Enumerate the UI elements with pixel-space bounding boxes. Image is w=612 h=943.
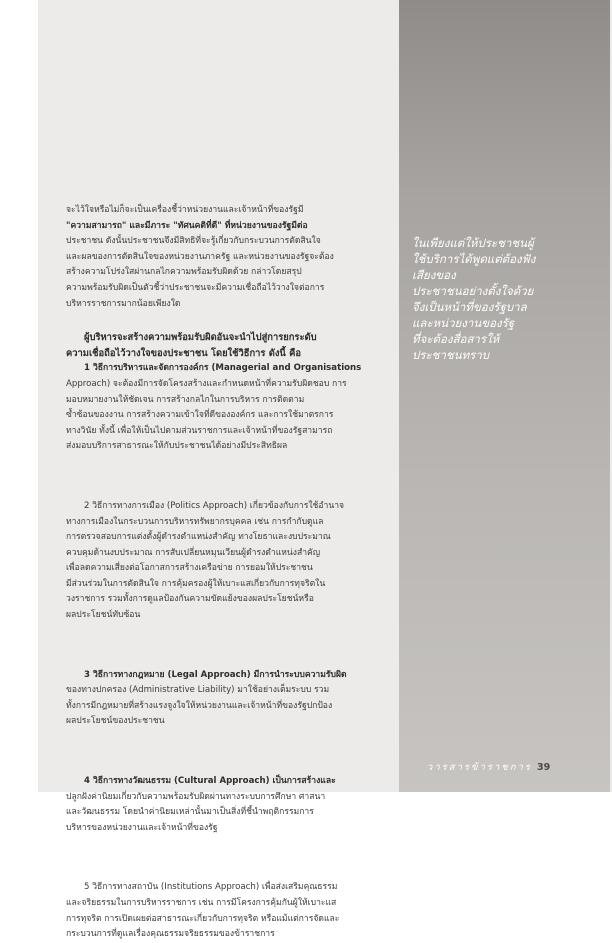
text-line: Approach) จะต้องมีการจัดโครงสร้างและกำหนดหน้าที่ความรับผิดชอบ การ bbox=[66, 378, 347, 389]
text-line: ทั้งการมีกฎหมายที่สร้างแรงจูงใจให้หน่วยงานและเจ้าหน้าที่ของรัฐปกป้อง bbox=[66, 700, 333, 711]
text-line: การทุจริต การเปิดเผยต่อสาธารณะเกี่ยวกับการทุจริต หรือแม้แต่การจัดและ bbox=[66, 913, 340, 924]
text-line: ปลูกฝังค่านิยมเกี่ยวกับความพร้อมรับผิดผ่านทางระบบการศึกษา ศาสนา bbox=[66, 791, 326, 802]
quote-line: ในเพียงแต่ให้ประชาชนผู้ bbox=[412, 236, 534, 250]
spacer bbox=[66, 730, 394, 774]
text-line: ทางวินัย ทั้งนี้ เพื่อให้เป็นไปตามส่วนราชการและเจ้าหน้าที่ของรัฐสามารถ bbox=[66, 425, 333, 436]
page bbox=[38, 0, 612, 940]
text-line: 1 วิธีการบริหารและจัดการองค์กร (Managerial and Organisations bbox=[84, 363, 362, 374]
text-line: สร้างความโปร่งใสผ่านกลไกความพร้อมรับผิดด้วย กล่าวโดยสรุป bbox=[66, 267, 302, 278]
journal-title: วารสารข้าราชการ bbox=[427, 762, 532, 773]
quote-line: จึงเป็นหน้าที่ของรัฐบาล bbox=[412, 300, 527, 314]
quote-line: และหน่วยงานของรัฐ bbox=[412, 316, 515, 330]
spacer bbox=[66, 836, 394, 880]
spacer bbox=[66, 455, 394, 499]
body-column bbox=[66, 203, 394, 943]
approach-item-4 bbox=[66, 774, 394, 836]
text-line: "ความสามารถ" และมีภาระ "ทัศนคติที่ดี" ที่หน่วยงานของรัฐมีต่อ bbox=[66, 220, 308, 231]
text-line: ควบคุมด้านงบประมาณ การสับเปลี่ยนหมุนเวียนผู้ดำรงตำแหน่งสำคัญ bbox=[66, 547, 321, 558]
text-line: บริหารราชการมากน้อยเพียงใด bbox=[66, 298, 181, 309]
text-line: ประชาชน ดังนั้นประชาชนจึงมีสิทธิที่จะรู้เกี่ยวกับกระบวนการตัดสินใจ bbox=[66, 236, 321, 247]
sidebar-panel bbox=[399, 0, 610, 792]
text-line: บริหารของหน่วยงานและเจ้าหน้าที่ของรัฐ bbox=[66, 822, 218, 833]
text-line: 3 วิธีการทางกฎหมาย (Legal Approach) มีการนำระบบความรับผิด bbox=[84, 669, 347, 680]
text-line: 4 วิธีการทางวัฒนธรรม (Cultural Approach) เป็นการสร้างและ bbox=[84, 776, 336, 787]
approach-item-3 bbox=[66, 668, 394, 730]
quote-line: เสียงของ bbox=[412, 268, 456, 282]
text-line: ผลประโยชน์ของประชาชน bbox=[66, 716, 165, 727]
page-footer bbox=[427, 760, 567, 775]
text-line: เพื่อลดความเสี่ยงต่อโอกาสการสร้างเครือข่าย การยอมให้ประชาชน bbox=[66, 563, 313, 574]
section-heading bbox=[66, 330, 394, 361]
approach-item-1 bbox=[66, 361, 394, 455]
text-line: ส่งมอบบริการสาธารณะให้กับประชาชนได้อย่างมีประสิทธิผล bbox=[66, 441, 288, 452]
quote-line: ประชาชนทราบ bbox=[412, 348, 490, 362]
text-line: มอบหมายงานให้ชัดเจน การสร้างกลไกในการบริหาร การติดตาม bbox=[66, 394, 305, 405]
heading-line: ผู้บริหารจะสร้างความพร้อมรับผิดอันจะนำไปสู่การยกระดับ bbox=[84, 332, 317, 344]
page-number: 39 bbox=[536, 762, 551, 773]
text-line: กระบวนการที่ดูแลเรื่องคุณธรรมจริยธรรมของข้าราชการ bbox=[66, 929, 275, 940]
text-line: จะไว้ใจหรือไม่ก็จะเป็นเครื่องชี้ว่าหน่วยงานและเจ้าหน้าที่ของรัฐมี bbox=[66, 205, 304, 215]
text-line: และวัฒนธรรม โดยนำค่านิยมเหล่านั้นมาเป็นสิ่งที่ชี้นำพฤติกรรมการ bbox=[66, 807, 314, 818]
quote-line: ที่จะต้องสื่อสารให้ bbox=[412, 332, 500, 346]
text-line: 2 วิธีการทางการเมือง (Politics Approach) เกี่ยวข้องกับการใช้อำนาจ bbox=[84, 500, 345, 511]
heading-line: ความเชื่อถือไว้วางใจของประชาชน โดยใช้วิธีการ ดังนี้ คือ bbox=[66, 347, 301, 359]
spacer bbox=[66, 624, 394, 668]
text-line: ผลประโยชน์ทับซ้อน bbox=[66, 610, 141, 621]
text-line: และผลของการตัดสินใจของหน่วยงานภาครัฐ และหน่วยงานของรัฐจะต้อง bbox=[66, 251, 334, 262]
quote-line: ประชาชนอย่างตั้งใจด้วย bbox=[412, 284, 534, 298]
pull-quote bbox=[412, 235, 590, 363]
text-line: การตรวจสอบการแต่งตั้งผู้ดำรงตำแหน่งสำคัญ ทางโยธาและงบประมาณ bbox=[66, 532, 331, 543]
approach-item-5 bbox=[66, 880, 394, 942]
spacer bbox=[66, 312, 394, 330]
text-line: 5 วิธีการทางสถาบัน (Institutions Approach) เพื่อส่งเสริมคุณธรรม bbox=[84, 882, 338, 893]
text-line: มีส่วนร่วมในการตัดสินใจ การคุ้มครองผู้ให้เบาะแสเกี่ยวกับการทุจริตใน bbox=[66, 578, 326, 589]
text-line: และจริยธรรมในการบริหารราชการ เช่น การมีโครงการคุ้มกันผู้ให้เบาะแส bbox=[66, 898, 337, 908]
text-line: วงราชการ รวมทั้งการดูแลป้องกันความขัดแย้งของผลประโยชน์หรือ bbox=[66, 594, 314, 605]
text-line: ของทางปกครอง (Administrative Liability) มาใช้อย่างเต็มระบบ รวม bbox=[66, 685, 330, 696]
intro-paragraph bbox=[66, 203, 394, 312]
quote-line: ใช้บริการได้พูดแต่ต้องฟัง bbox=[412, 252, 536, 266]
approach-item-2 bbox=[66, 499, 394, 624]
text-line: ความพร้อมรับผิดเป็นตัวชี้ว่าประชาชนจะมีความเชื่อถือไว้วางใจต่อการ bbox=[66, 282, 325, 293]
text-line: ทางการเมืองในกระบวนการบริหารทรัพยากรบุคคล เช่น การกำกับดูแล bbox=[66, 516, 324, 527]
text-line: ซ้ำซ้อนของงาน การสร้างความเข้าใจที่ดีขององค์กร และการใช้มาตรการ bbox=[66, 410, 334, 421]
